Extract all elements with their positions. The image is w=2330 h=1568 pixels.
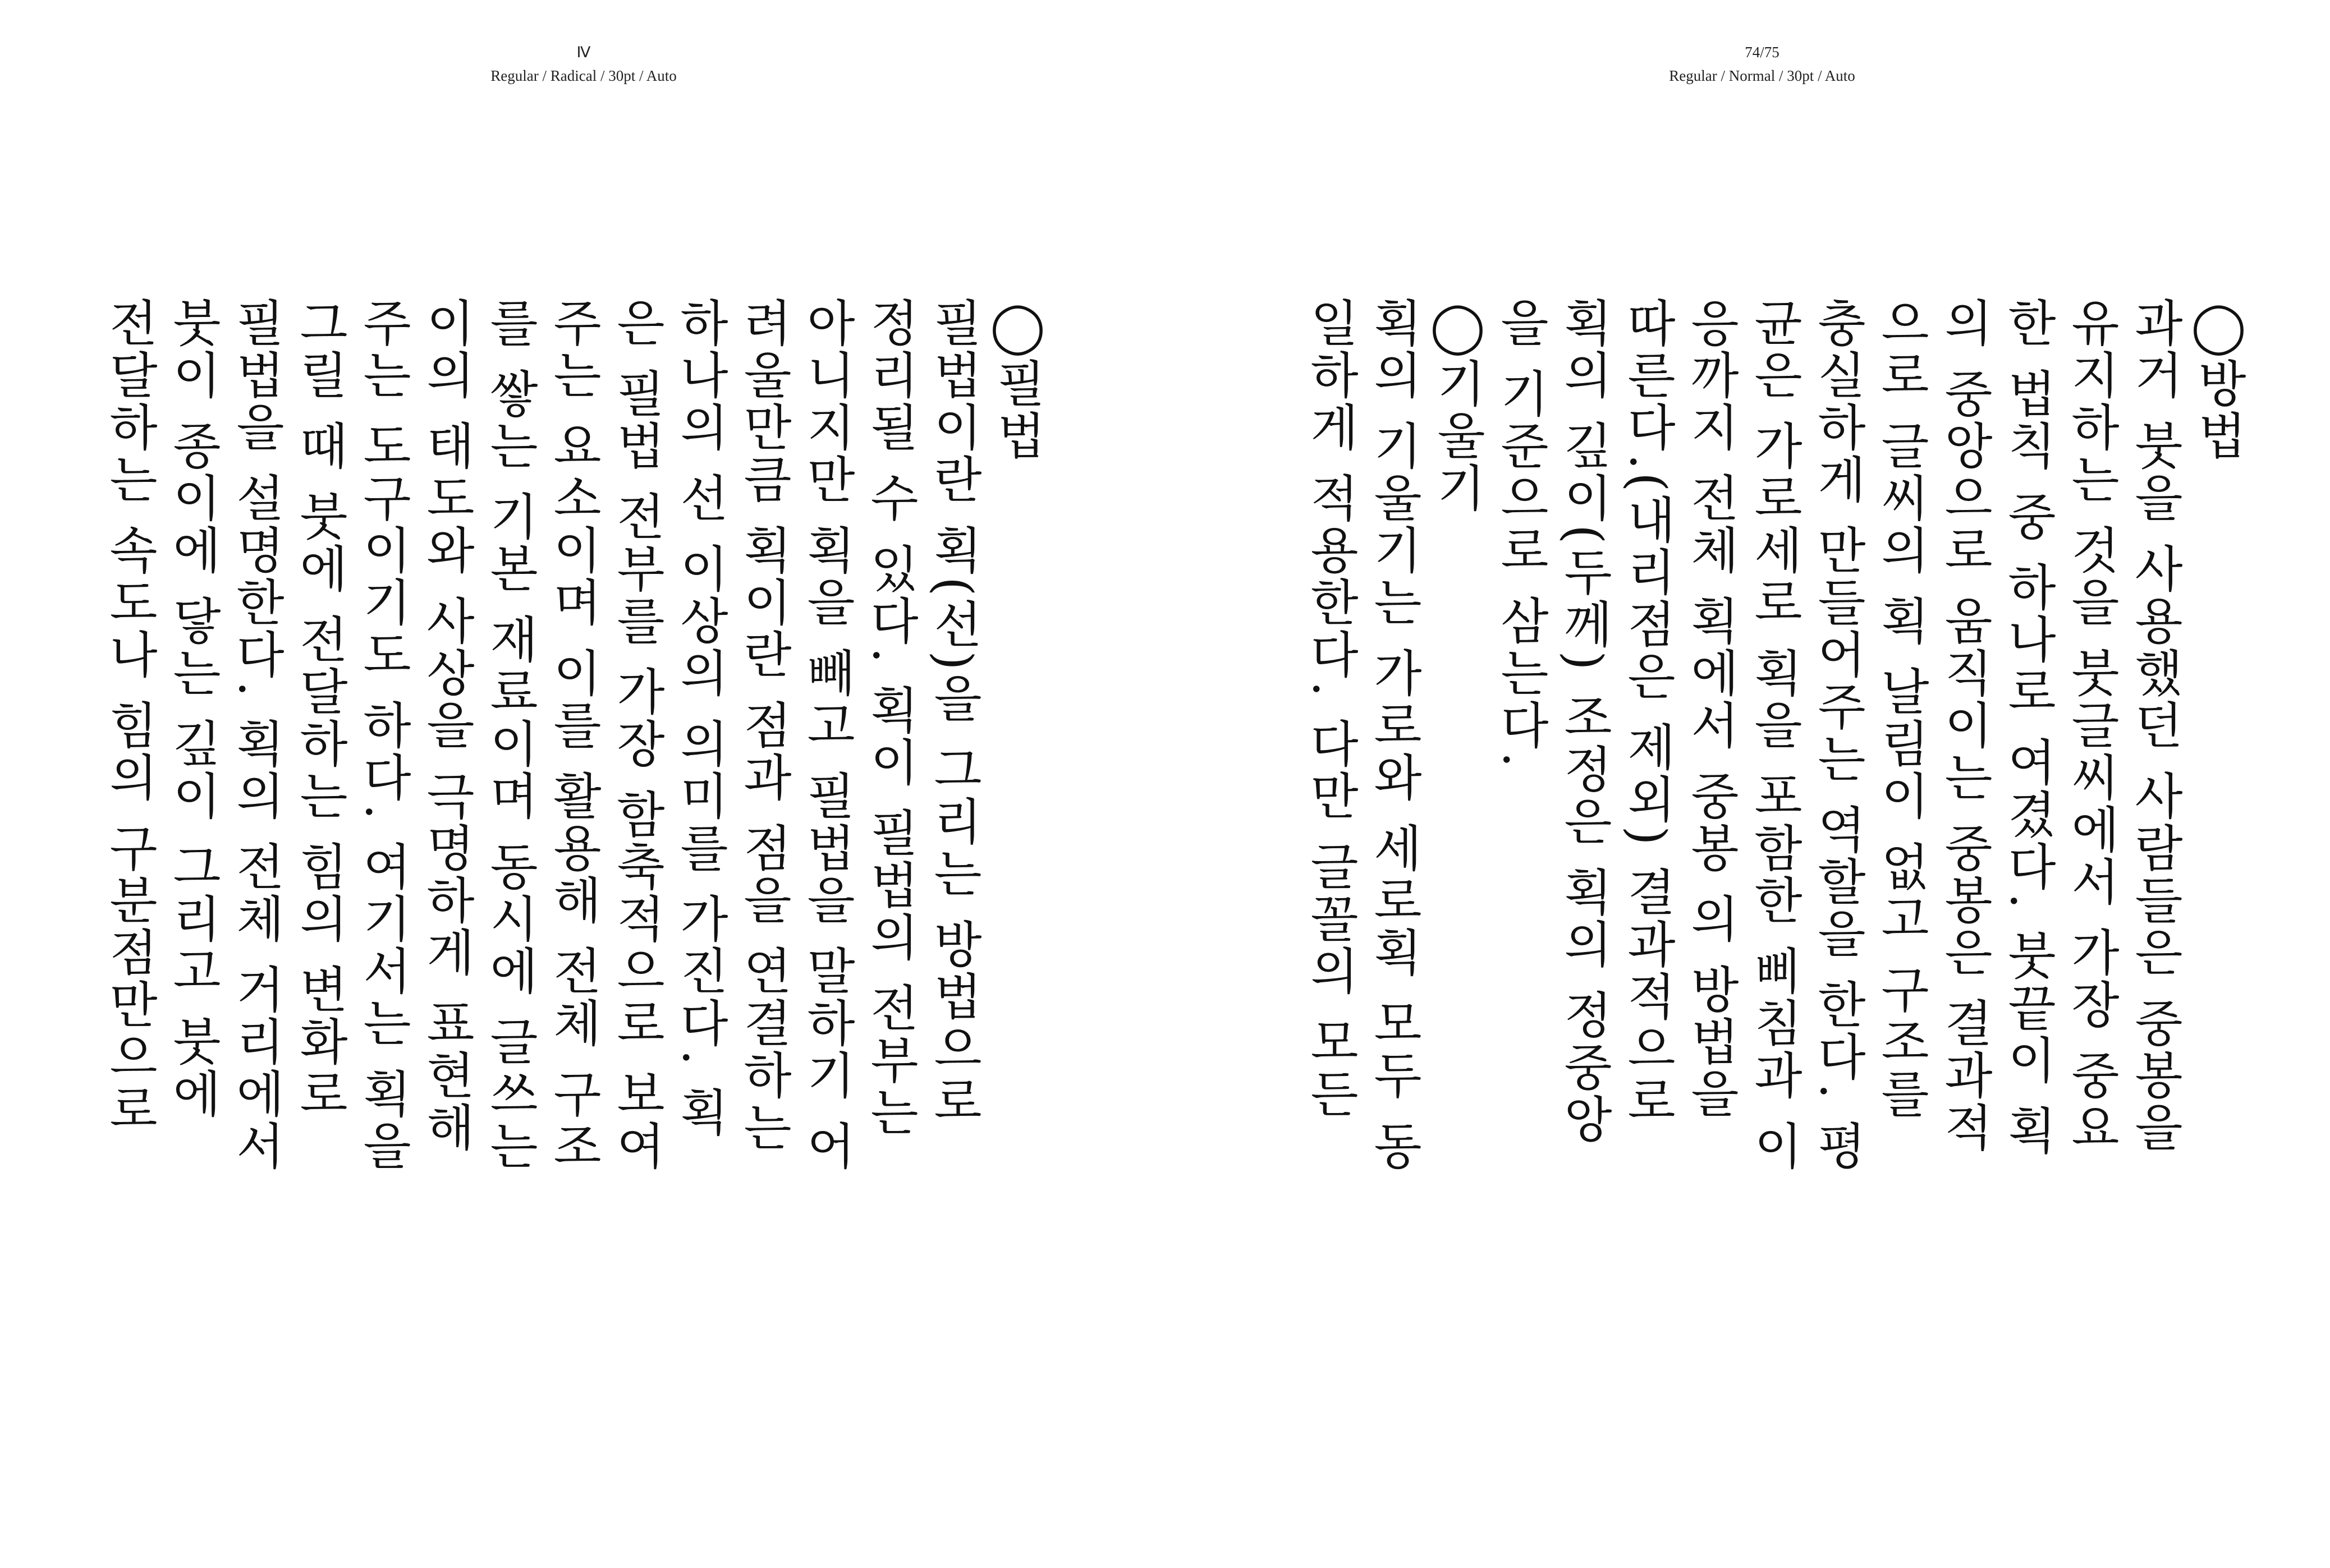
right-text-column: 을 기준으로 삼는다.	[1492, 297, 1550, 770]
left-text-column: 붓이 종이에 닿는 깊이 그리고 붓에	[164, 297, 222, 1120]
left-section-heading: ◯필법	[989, 297, 1047, 462]
left-spec: Regular / Radical / 30pt / Auto	[490, 67, 677, 84]
left-text-column: 아니지만 획을 빼고 필법을 말하기 어	[799, 297, 856, 1172]
left-text-column: 주는 요소이며 이를 활용해 전체 구조	[545, 297, 603, 1172]
left-text-column: 전달하는 속도나 힘의 구분점만으로	[101, 297, 159, 1135]
left-text-column: 필법을 설명한다. 획의 전체 거리에서	[228, 297, 286, 1172]
left-page-header	[331, 40, 836, 88]
right-section-heading: ◯방법	[2190, 297, 2248, 462]
right-text-column: 획의 기울기는 가로와 세로획 모두 동	[1365, 297, 1423, 1172]
right-text-column: 으로 글씨의 획 날림이 없고 구조를	[1873, 297, 1930, 1120]
left-text-column: 하나의 선 이상의 의미를 가진다. 획	[672, 297, 730, 1139]
right-page-header	[1510, 40, 2015, 88]
left-text-column: 이의 태도와 사상을 극명하게 표현해	[418, 297, 476, 1154]
left-text-column: 려울만큼 획이란 점과 점을 연결하는	[735, 297, 793, 1154]
right-text-column: 한 법칙 중 하나로 여겼다. 붓끝이 획	[1999, 297, 2057, 1157]
right-text-column: 충실하게 만들어주는 역할을 한다. 평	[1809, 297, 1867, 1172]
right-text-column: 과거 붓을 사용했던 사람들은 중봉을	[2126, 297, 2184, 1154]
right-text-column: 획의 깊이(두께) 조정은 획의 정중앙	[1556, 297, 1613, 1146]
right-text-column: 의 중앙으로 움직이는 중봉은 결과적	[1936, 297, 1994, 1154]
right-page-body	[1285, 297, 2250, 1296]
right-section-heading: ◯기울기	[1429, 297, 1487, 514]
left-text-column: 은 필법 전부를 가장 함축적으로 보여	[608, 297, 666, 1172]
right-spec: Regular / Normal / 30pt / Auto	[1669, 67, 1855, 84]
right-text-column: 따른다.(내리점은 제외) 결과적으로	[1619, 297, 1677, 1128]
right-folio: 74/75	[1745, 44, 1779, 61]
left-text-column: 를 쌓는 기본 재료이며 동시에 글쓰는	[481, 297, 539, 1172]
right-text-column: 유지하는 것을 붓글씨에서 가장 중요	[2063, 297, 2121, 1154]
left-folio: Ⅳ	[576, 44, 591, 61]
right-text-column: 균은 가로세로 획을 포함한 삐침과 이	[1746, 297, 1804, 1172]
left-text-column: 주는 도구이기도 하다. 여기서는 획을	[355, 297, 412, 1172]
right-text-column: 응까지 전체 획에서 중봉 의 방법을	[1682, 297, 1740, 1120]
left-text-column: 그릴 때 붓에 전달하는 힘의 변화로	[291, 297, 349, 1120]
left-page-body	[84, 297, 1049, 1296]
right-text-column: 일하게 적용한다. 다만 글꼴의 모든	[1302, 297, 1360, 1120]
left-text-column: 필법이란 획(선)을 그리는 방법으로	[925, 297, 983, 1128]
left-text-column: 정리될 수 있다. 획이 필법의 전부는	[862, 297, 920, 1139]
